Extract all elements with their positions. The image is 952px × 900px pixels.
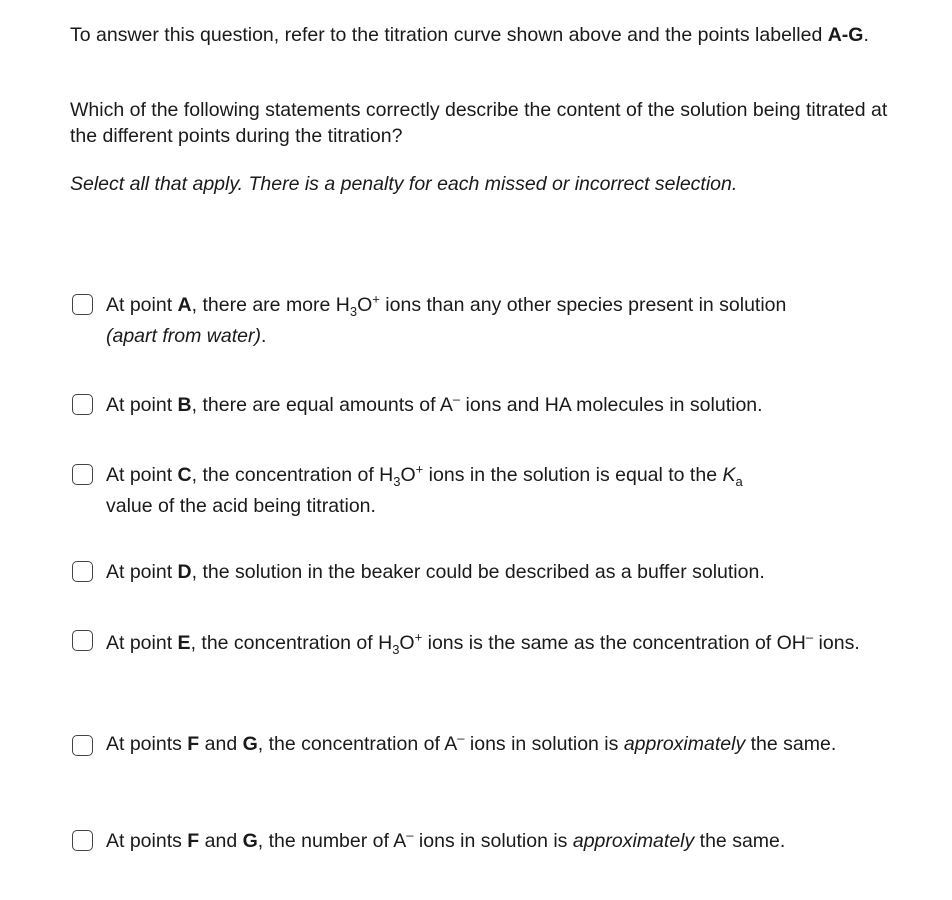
question-text: Which of the following statements correctly describe the content of the solution being titrated at the different points during the titration? — [70, 99, 888, 147]
option-point-e[interactable] — [72, 626, 892, 660]
option-point-d[interactable] — [72, 557, 892, 588]
intro-text — [70, 22, 890, 48]
option-fg-concentration-label: At points F and G, the concentration of A– ions in solution is approximately the same. — [106, 730, 837, 755]
option-d-checkbox[interactable] — [72, 561, 93, 582]
option-c-checkbox[interactable] — [72, 464, 93, 485]
option-fg-number-label: At points F and G, the number of A– ions in solution is approximately the same. — [106, 827, 786, 852]
option-fg-concentration-checkbox[interactable] — [72, 735, 93, 756]
intro-post: . — [863, 24, 869, 46]
option-point-b[interactable] — [72, 390, 892, 421]
question-instruction: Select all that apply. There is a penalty for each missed or incorrect selection. — [70, 173, 738, 195]
option-point-c[interactable] — [72, 460, 892, 522]
option-d-label: At point D, the solution in the beaker could be described as a buffer solution. — [106, 561, 765, 583]
question-intro — [70, 22, 890, 48]
intro-pre: To answer this question, refer to the titration curve shown above and the points labelled — [70, 24, 828, 46]
option-b-checkbox[interactable] — [72, 394, 93, 415]
option-a-label: At point A, there are more $H_3O^+$ ions than any other species present in solution (apart from water). — [106, 291, 787, 347]
option-c-label: At point C, the concentration of $H_3O^+$ ions in the solution is equal to the $K_a$ value of the acid being titration. — [106, 461, 743, 517]
option-points-f-g-concentration[interactable] — [72, 731, 892, 758]
option-fg-number-checkbox[interactable] — [72, 830, 93, 851]
option-e-label: At point E, the concentration of $H_3O^+$ ions is the same as the concentration of OH– ions. — [106, 629, 860, 657]
option-point-a[interactable] — [72, 290, 892, 352]
option-e-checkbox[interactable] — [72, 630, 93, 651]
option-a-checkbox[interactable] — [72, 294, 93, 315]
intro-bold: A-G — [827, 24, 864, 46]
option-b-label: At point B, there are equal amounts of A– ions and HA molecules in solution. — [106, 391, 763, 416]
option-points-f-g-number[interactable] — [72, 826, 892, 857]
